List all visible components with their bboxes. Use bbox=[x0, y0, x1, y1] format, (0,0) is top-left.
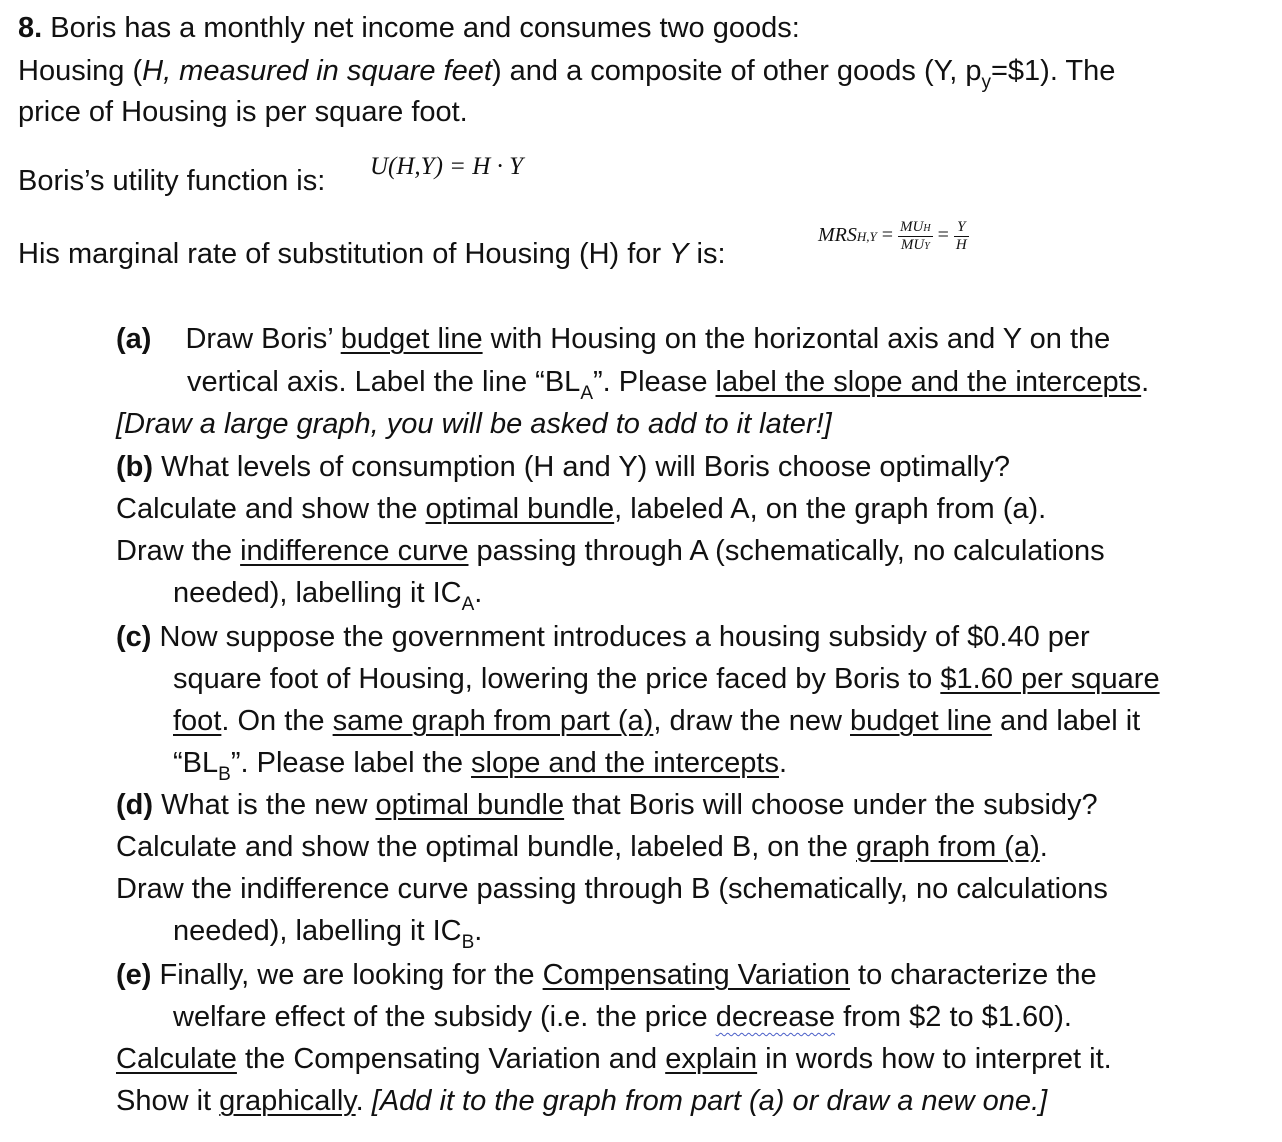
part-d-line-4 bbox=[173, 915, 483, 953]
part-c-text: and label it bbox=[991, 705, 1141, 737]
part-c-text: . On the bbox=[221, 705, 333, 737]
part-b-text: Draw the bbox=[116, 535, 241, 567]
part-c-line-1 bbox=[116, 623, 1090, 652]
part-d-line-2 bbox=[116, 833, 1048, 862]
ic-b-subscript: B bbox=[461, 932, 475, 953]
yh-den: H bbox=[955, 236, 967, 253]
part-b-line-4 bbox=[173, 577, 483, 615]
part-c-underline: slope and the intercepts bbox=[471, 747, 779, 779]
yh-num: Y bbox=[954, 219, 969, 237]
part-b-text: needed), labelling it IC bbox=[173, 577, 462, 609]
part-b-underline: optimal bundle bbox=[425, 493, 615, 525]
mu-den: MU bbox=[900, 236, 925, 253]
part-a-text: ”. Please bbox=[593, 366, 716, 398]
part-e-text: . bbox=[355, 1085, 372, 1117]
mrs-formula bbox=[818, 217, 969, 255]
question-intro-line-2 bbox=[18, 55, 1116, 93]
yh-fraction bbox=[954, 219, 969, 253]
intro-text: Housing ( bbox=[18, 55, 143, 87]
mrs-text: is: bbox=[688, 238, 726, 270]
part-a-underline: budget line bbox=[340, 323, 483, 355]
part-d-text: needed), labelling it IC bbox=[173, 915, 462, 947]
intro-text: ) and a composite of other goods (Y, p bbox=[491, 55, 982, 87]
part-e-text: Show it bbox=[116, 1085, 220, 1117]
question-intro-line-1 bbox=[18, 14, 800, 43]
part-b-tag: (b) bbox=[116, 451, 154, 483]
mrs-y: Y bbox=[669, 238, 689, 270]
part-a-tag: (a) bbox=[116, 323, 152, 355]
part-a-underline: label the slope and the intercepts bbox=[715, 366, 1142, 398]
part-b-text: , labeled A, on the graph from (a). bbox=[614, 493, 1047, 525]
part-e-text: from $2 to $1.60). bbox=[835, 1001, 1072, 1033]
part-b-line-1 bbox=[116, 453, 1010, 482]
part-c-line-4 bbox=[173, 747, 788, 785]
part-b-underline: indifference curve bbox=[240, 535, 469, 567]
part-d-underline: optimal bundle bbox=[375, 789, 565, 821]
part-a-line-3: [Draw a large graph, you will be asked to add to it later!] bbox=[116, 408, 832, 440]
part-b-text: . bbox=[474, 577, 483, 609]
part-c-text: , draw the new bbox=[653, 705, 850, 737]
part-e-italic: [Add it to the graph from part (a) or draw a new one.] bbox=[371, 1085, 1048, 1117]
part-e-text: in words how to interpret it. bbox=[757, 1043, 1112, 1075]
part-c-underline: foot bbox=[173, 705, 222, 737]
part-d-line-1 bbox=[116, 791, 1098, 820]
part-d-text: What is the new bbox=[153, 789, 376, 821]
bl-b-subscript: B bbox=[218, 764, 231, 785]
question-number: 8. bbox=[18, 12, 43, 44]
part-c-underline: same graph from part (a) bbox=[332, 705, 654, 737]
equals-sign: = bbox=[881, 224, 894, 246]
part-a-text: Draw Boris’ bbox=[185, 323, 341, 355]
utility-formula: U(H,Y) = H · Y bbox=[370, 153, 523, 180]
part-c-text: square foot of Housing, lowering the price faced by Boris to bbox=[173, 663, 941, 695]
part-b-text: What levels of consumption (H and Y) will Boris choose optimally? bbox=[153, 451, 1010, 483]
part-d-tag: (d) bbox=[116, 789, 154, 821]
part-e-underline: Calculate bbox=[116, 1043, 237, 1075]
part-e-underline: explain bbox=[665, 1043, 758, 1075]
mu-fraction bbox=[898, 219, 933, 253]
spellcheck-word: decrease bbox=[715, 1001, 836, 1033]
part-a-line-2 bbox=[187, 366, 1150, 404]
part-a-text: vertical axis. Label the line “BL bbox=[187, 366, 581, 398]
part-e-text: welfare effect of the subsidy (i.e. the price bbox=[173, 1001, 716, 1033]
part-c-line-3 bbox=[173, 707, 1140, 736]
part-b-text: passing through A (schematically, no calculations bbox=[468, 535, 1105, 567]
part-d-text: Calculate and show the optimal bundle, labeled B, on the bbox=[116, 831, 856, 863]
part-c-text: “BL bbox=[173, 747, 219, 779]
part-b-line-3 bbox=[116, 537, 1105, 566]
part-e-tag: (e) bbox=[116, 959, 152, 991]
price-subscript: y bbox=[981, 72, 991, 93]
question-intro-line-3: price of Housing is per square foot. bbox=[18, 96, 468, 128]
part-c-line-2 bbox=[173, 665, 1160, 694]
part-a-line-1 bbox=[116, 325, 1110, 354]
part-a-text: . bbox=[1141, 366, 1150, 398]
part-c-underline: budget line bbox=[850, 705, 992, 737]
part-e-text: Finally, we are looking for the bbox=[151, 959, 543, 991]
part-e-underline: Compensating Variation bbox=[542, 959, 850, 991]
part-d-line-3: Draw the indifference curve passing through B (schematically, no calculations bbox=[116, 873, 1108, 905]
part-c-underline: $1.60 per square bbox=[940, 663, 1160, 695]
mrs-lhs-sub: H,Y bbox=[856, 229, 877, 244]
utility-label: Boris’s utility function is: bbox=[18, 165, 326, 197]
part-e-text: to characterize the bbox=[849, 959, 1097, 991]
part-b-line-2 bbox=[116, 495, 1046, 524]
intro-text: =$1). The bbox=[990, 55, 1116, 87]
mrs-lhs: MRS bbox=[818, 224, 857, 246]
part-e-line-4 bbox=[116, 1087, 1047, 1116]
mu-den-sub: Y bbox=[924, 240, 930, 252]
part-c-tag: (c) bbox=[116, 621, 152, 653]
mrs-text: His marginal rate of substitution of Housing (H) for bbox=[18, 238, 670, 270]
part-e-line-1 bbox=[116, 961, 1097, 990]
part-a-text: with Housing on the horizontal axis and Y on the bbox=[482, 323, 1111, 355]
mu-num-sub: H bbox=[923, 223, 931, 235]
ic-a-subscript: A bbox=[461, 594, 475, 615]
part-e-line-2 bbox=[173, 1003, 1072, 1032]
intro-italic: H, measured in square feet bbox=[142, 55, 492, 87]
equals-sign: = bbox=[937, 224, 949, 246]
intro-text: Boris has a monthly net income and consumes two goods: bbox=[42, 12, 800, 44]
part-d-text: . bbox=[1039, 831, 1048, 863]
part-c-text: Now suppose the government introduces a housing subsidy of $0.40 per bbox=[151, 621, 1090, 653]
bl-a-subscript: A bbox=[580, 383, 593, 404]
part-c-text: . bbox=[778, 747, 788, 779]
part-d-text: that Boris will choose under the subsidy? bbox=[564, 789, 1098, 821]
part-d-text: . bbox=[474, 915, 483, 947]
mrs-label bbox=[18, 240, 726, 269]
part-e-underline: graphically bbox=[219, 1085, 356, 1117]
mu-num: MU bbox=[900, 219, 924, 236]
part-e-text: the Compensating Variation and bbox=[236, 1043, 666, 1075]
part-d-underline: graph from (a) bbox=[856, 831, 1040, 863]
part-b-text: Calculate and show the bbox=[116, 493, 426, 525]
part-c-text: ”. Please label the bbox=[230, 747, 472, 779]
part-e-line-3 bbox=[116, 1045, 1112, 1074]
